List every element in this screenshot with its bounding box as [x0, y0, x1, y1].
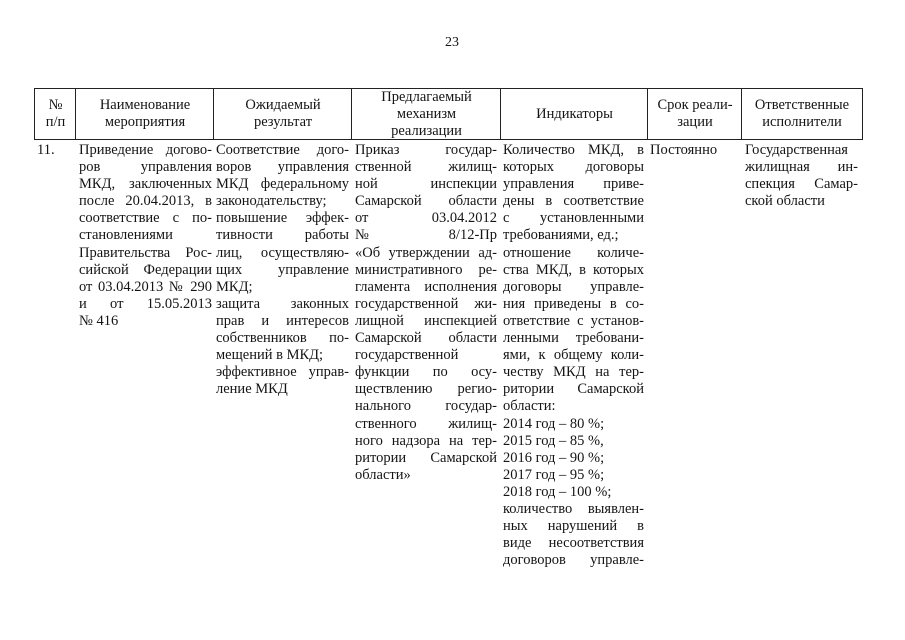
result-line: защита законных: [216, 295, 349, 312]
name-line: соответствие с по-: [79, 210, 212, 227]
cell-indicators: [503, 142, 644, 569]
header-line: мероприятия: [104, 114, 186, 130]
name-line: сийской Федерации: [79, 261, 212, 278]
mechanism-line: области»: [355, 466, 411, 483]
indicator-line: с установленными: [503, 210, 644, 227]
indicator-line: Количество МКД, в: [503, 142, 644, 158]
header-line: Наименование: [99, 97, 191, 113]
indicator-line: 2018 год – 100 %;: [503, 483, 612, 500]
name-line: Приведение догово-: [79, 142, 212, 158]
result-line: лиц, осуществляю-: [216, 244, 349, 261]
mechanism-line: министративного ре-: [355, 261, 497, 278]
cell-executors: [745, 142, 858, 210]
mechanism-line: ственного жилищ-: [355, 415, 497, 432]
indicator-line: 2014 год – 80 %;: [503, 415, 605, 432]
row-number: 11.: [37, 142, 55, 158]
indicator-line: дены в соответствие: [503, 193, 644, 210]
indicator-line: виде несоответствия: [503, 535, 644, 552]
indicator-line: 2015 год – 85 %,: [503, 432, 604, 449]
name-line: МКД, заключенных: [79, 176, 212, 193]
indicator-line: ответствие с установ-: [503, 312, 644, 329]
indicator-line: количество выявлен-: [503, 500, 644, 517]
indicator-line: отношение количе-: [503, 244, 644, 261]
header-line: Ожидаемый: [245, 97, 321, 113]
executors-line: жилищная ин-: [745, 159, 858, 176]
mechanism-line: от 03.04.2012: [355, 210, 497, 227]
header-line: №: [48, 97, 63, 113]
cell-name: [79, 142, 212, 330]
result-line: МКД;: [216, 278, 253, 295]
mechanism-line: ного надзора на тер-: [355, 432, 497, 449]
term-text: Постоянно: [650, 142, 718, 158]
indicator-line: ленными требовани-: [503, 330, 644, 347]
header-executors: [741, 88, 863, 140]
cell-number: [37, 142, 71, 159]
header-term: [647, 88, 742, 140]
header-mechanism: [351, 88, 501, 140]
header-line: Срок реали-: [657, 97, 733, 113]
indicator-line: которых договоры: [503, 159, 644, 176]
indicator-line: честву МКД на тер-: [503, 364, 644, 381]
name-line: ров управления: [79, 159, 212, 176]
cell-result: [216, 142, 349, 398]
header-line: исполнители: [762, 114, 842, 130]
indicator-line: 2016 год – 90 %;: [503, 449, 605, 466]
header-indicators: [500, 88, 648, 140]
header-result: [213, 88, 352, 140]
mechanism-line: «Об утверждении ад-: [355, 244, 497, 261]
page-number: 23: [445, 35, 459, 50]
result-line: воров управления: [216, 159, 349, 176]
name-line: № 416: [79, 312, 119, 329]
cell-term: [650, 142, 738, 159]
indicator-line: ями, к общему коли-: [503, 347, 644, 364]
indicator-line: ритории Самарской: [503, 381, 644, 398]
result-line: законодательству;: [216, 193, 327, 210]
cell-mechanism: [355, 142, 497, 484]
indicator-line: ных нарушений в: [503, 518, 644, 535]
mechanism-line: нального государ-: [355, 398, 497, 415]
header-line: реализации: [391, 122, 462, 139]
header-number: [34, 88, 76, 140]
mechanism-line: ществлению регио-: [355, 381, 497, 398]
indicator-line: 2017 год – 95 %;: [503, 466, 605, 483]
mechanism-line: государственной жи-: [355, 295, 497, 312]
header-line: механизм: [396, 105, 457, 122]
name-line: становлениями: [79, 227, 173, 244]
result-line: тивности работы: [216, 227, 349, 244]
result-line: эффективное управ-: [216, 364, 349, 381]
result-line: Соответствие дого-: [216, 142, 349, 158]
mechanism-line: Приказ государ-: [355, 142, 497, 158]
mechanism-line: ритории Самарской: [355, 449, 497, 466]
header-line: Индикаторы: [536, 105, 613, 122]
mechanism-line: функции по осу-: [355, 364, 497, 381]
result-line: мещений в МКД;: [216, 347, 324, 364]
header-line: Предлагаемый: [381, 88, 472, 105]
mechanism-line: ной инспекции: [355, 176, 497, 193]
name-line: после 20.04.2013, в: [79, 193, 212, 210]
mechanism-line: гламента исполнения: [355, 278, 497, 295]
mechanism-line: Самарской области: [355, 193, 497, 210]
executors-line: спекция Самар-: [745, 176, 858, 193]
result-line: щих управление: [216, 261, 349, 278]
result-line: ление МКД: [216, 381, 288, 398]
header-line: п/п: [45, 114, 66, 130]
indicator-line: области:: [503, 398, 556, 415]
indicator-line: ния приведены в со-: [503, 295, 644, 312]
executors-line: Государственная: [745, 142, 848, 158]
result-line: МКД федеральному: [216, 176, 349, 193]
indicator-line: ства МКД, в которых: [503, 261, 644, 278]
indicator-line: управления приве-: [503, 176, 644, 193]
mechanism-line: ственной жилищ-: [355, 159, 497, 176]
name-line: Правительства Рос-: [79, 244, 212, 261]
mechanism-line: Самарской области: [355, 330, 497, 347]
header-name: [75, 88, 214, 140]
result-line: повышение эффек-: [216, 210, 349, 227]
header-line: Ответственные: [754, 97, 850, 113]
mechanism-line: государственной: [355, 347, 459, 364]
indicator-line: требованиями, ед.;: [503, 227, 619, 244]
mechanism-line: лищной инспекцией: [355, 312, 497, 329]
result-line: прав и интересов: [216, 312, 349, 329]
mechanism-line: № 8/12-Пр: [355, 227, 497, 244]
header-line: результат: [253, 114, 313, 130]
executors-line: ской области: [745, 193, 825, 210]
indicator-line: договоры управле-: [503, 278, 644, 295]
name-line: и от 15.05.2013: [79, 295, 212, 312]
name-line: от 03.04.2013 № 290: [79, 278, 212, 295]
header-line: зации: [677, 114, 713, 130]
indicator-line: договоров управле-: [503, 552, 644, 569]
result-line: собственников по-: [216, 330, 349, 347]
